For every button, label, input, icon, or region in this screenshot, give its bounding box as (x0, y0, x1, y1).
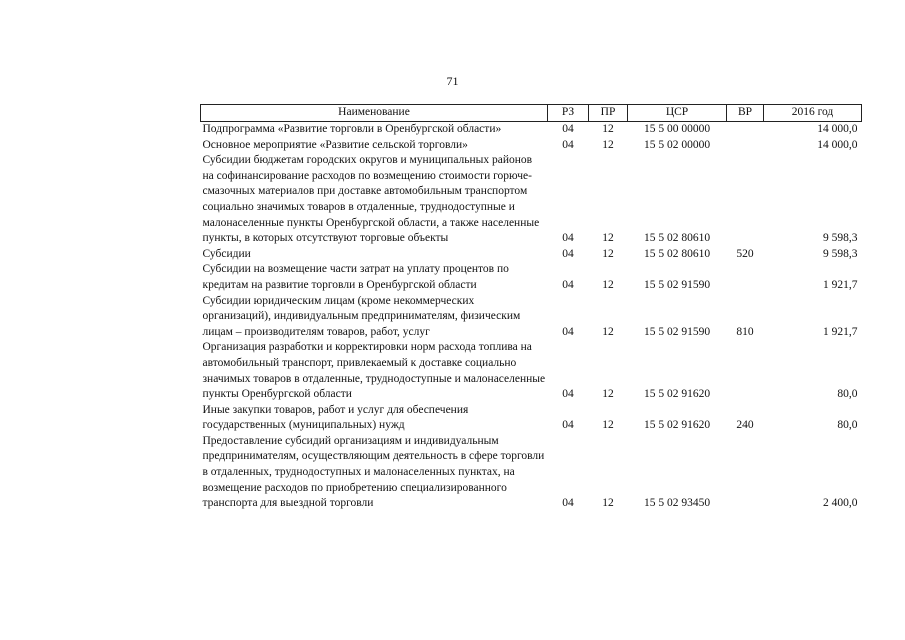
row-rz: 04 (562, 497, 574, 510)
row-pr: 12 (602, 138, 614, 151)
row-pr: 12 (602, 278, 614, 291)
row-pr: 12 (602, 497, 614, 510)
header-vr: ВР (727, 105, 764, 122)
row-csr: 15 5 00 00000 (643, 123, 711, 135)
row-pr: 12 (602, 247, 614, 260)
row-sum: 14 000,0 (817, 138, 858, 151)
row-csr: 15 5 02 80610 (643, 232, 711, 245)
budget-table (200, 104, 862, 512)
table-row (201, 247, 862, 263)
row-name: Подпрограмма «Развитие торговли в Оренбургской области» (202, 123, 502, 135)
row-vr (727, 340, 764, 402)
row-sum: 2 400,0 (823, 497, 858, 510)
row-rz: 04 (562, 325, 574, 338)
row-sum: 80,0 (837, 419, 858, 432)
row-sum: 9 598,3 (823, 232, 858, 245)
row-csr: 15 5 02 00000 (643, 138, 711, 151)
row-rz: 04 (562, 388, 574, 401)
row-rz: 04 (562, 419, 574, 432)
table-header-row (201, 105, 862, 122)
row-pr: 12 (602, 325, 614, 338)
row-name: Основное мероприятие «Развитие сельской торговли» (202, 138, 468, 151)
header-sum: 2016 год (764, 105, 862, 122)
row-name: Субсидии на возмещение части затрат на уплату процентов по кредитам на развитие торговли в Оренбургской области (202, 263, 509, 291)
row-vr (727, 262, 764, 293)
row-pr: 12 (602, 123, 614, 135)
table-row (201, 340, 862, 402)
table-row (201, 138, 862, 154)
row-pr: 12 (602, 388, 614, 401)
row-sum: 80,0 (837, 388, 858, 401)
row-name: Субсидии юридическим лицам (кроме некоммерческих организаций), индивидуальным предпринимателям, физическим лицам – производителям товаров, работ, услуг (202, 294, 521, 338)
header-pr: ПР (589, 105, 628, 122)
row-vr (727, 434, 764, 512)
row-vr: 520 (736, 247, 754, 260)
row-rz: 04 (562, 232, 574, 245)
row-csr: 15 5 02 93450 (643, 497, 711, 510)
row-name: Иные закупки товаров, работ и услуг для обеспечения государственных (муниципальных) нужд (202, 403, 469, 432)
row-sum: 9 598,3 (823, 247, 858, 260)
row-csr: 15 5 02 91590 (643, 325, 711, 338)
row-name: Субсидии (202, 247, 251, 260)
row-csr: 15 5 02 91620 (643, 388, 711, 401)
table-row (201, 434, 862, 512)
table-row (201, 262, 862, 293)
header-rz: РЗ (548, 105, 589, 122)
row-rz: 04 (562, 138, 574, 151)
row-vr (727, 138, 764, 154)
row-name: Организация разработки и корректировки норм расхода топлива на автомобильный транспорт, привлекаемый к доставке социально значимых товаров в отдаленные, труднодоступные и малонаселенные пункты Оренбургской области (202, 341, 546, 401)
row-pr: 12 (602, 419, 614, 432)
row-sum: 1 921,7 (823, 325, 858, 338)
page-number: 71 (446, 74, 459, 88)
table-row (201, 153, 862, 247)
row-csr: 15 5 02 91620 (643, 419, 711, 432)
row-vr (727, 122, 764, 138)
row-vr: 240 (736, 419, 754, 432)
row-vr: 810 (736, 325, 754, 338)
row-rz: 04 (562, 278, 574, 291)
row-name: Предоставление субсидий организациям и индивидуальным предпринимателям, осуществляющим деятельность в сфере торговли в отдаленных, труднодоступных и малонаселенных пунктах, на возмещение расходов по приобретению специализированного транспорта для выездной торговли (202, 434, 545, 510)
row-rz: 04 (562, 247, 574, 260)
row-pr: 12 (602, 232, 614, 245)
row-csr: 15 5 02 80610 (643, 247, 711, 260)
row-csr: 15 5 02 91590 (643, 278, 711, 291)
header-csr: ЦСР (628, 105, 727, 122)
table-row (201, 403, 862, 434)
row-rz: 04 (562, 123, 574, 135)
row-vr (727, 153, 764, 247)
header-name: Наименование (201, 105, 548, 122)
table-row (201, 294, 862, 341)
row-sum: 14 000,0 (817, 123, 858, 135)
row-name: Субсидии бюджетам городских округов и муниципальных районов на софинансирование расходов по возмещению стоимости горюче-смазочных материалов при доставке автомобильным транспортом социально значимых товаров в отдаленные, труднодоступные и малонаселенные пункты Оренбургской области, а также населенные пункты, в которых отсутствуют торговые объекты (202, 154, 540, 245)
table-row (201, 122, 862, 138)
row-sum: 1 921,7 (823, 278, 858, 291)
